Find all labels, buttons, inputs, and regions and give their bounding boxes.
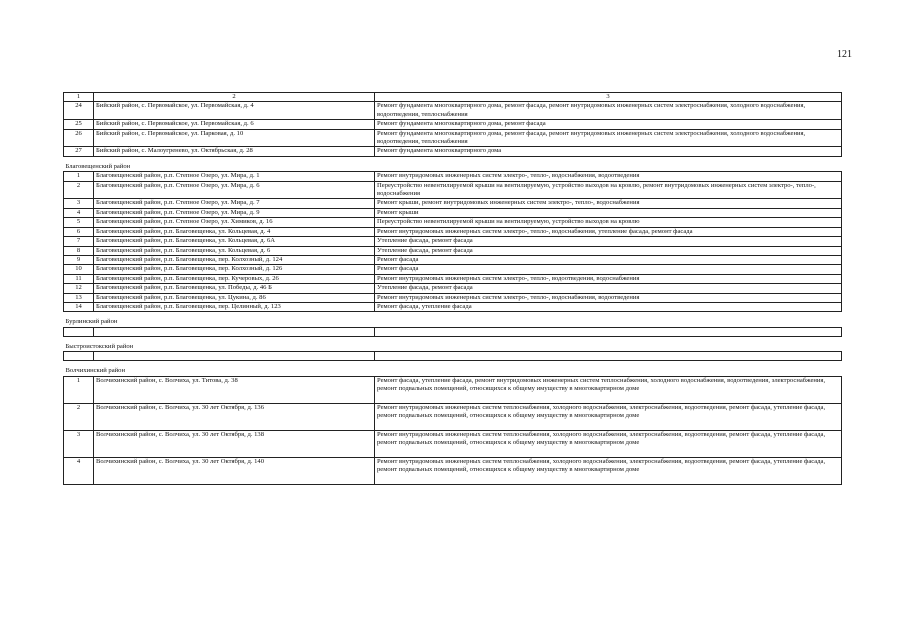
row-number: 26 xyxy=(64,129,94,147)
empty-cell-address xyxy=(94,327,375,336)
row-number: 27 xyxy=(64,147,94,156)
empty-cell-number xyxy=(64,327,94,336)
table-row xyxy=(64,227,842,236)
row-works: Ремонт внутридомовых инженерных систем теплоснабжения, холодного водоснабжения, электроснабжения, водоотведения, ремонт фасада, утепление фасада, ремонт подвальных помещений, относящихся к общему имуществу в многоквартирном доме xyxy=(375,457,842,484)
row-number: 9 xyxy=(64,255,94,264)
table-row xyxy=(64,199,842,208)
table-row xyxy=(64,237,842,246)
row-address: Благовещенский район, р.п. Благовещенка, ул. Кольцевая, д. 4 xyxy=(94,227,375,236)
section-header-row xyxy=(64,156,842,171)
column-header-number: 1 xyxy=(64,93,94,102)
row-number: 8 xyxy=(64,246,94,255)
row-address: Благовещенский район, р.п. Благовещенка, ул. Победы, д. 46 Б xyxy=(94,284,375,293)
row-number: 12 xyxy=(64,284,94,293)
row-works: Ремонт внутридомовых инженерных систем электро-, тепло-, водоснабжения, водоотведения xyxy=(375,172,842,181)
row-number: 6 xyxy=(64,227,94,236)
table-row xyxy=(64,265,842,274)
table-row xyxy=(64,457,842,484)
section-title: Волчихинский район xyxy=(64,361,842,376)
section-title: Быстроистокский район xyxy=(64,336,842,351)
row-works: Утепление фасада, ремонт фасада xyxy=(375,284,842,293)
row-works: Ремонт крыши xyxy=(375,208,842,217)
section-header-row xyxy=(64,312,842,327)
empty-cell-works xyxy=(375,327,842,336)
table-row xyxy=(64,293,842,302)
register-table-body xyxy=(64,93,842,485)
table-row xyxy=(64,274,842,283)
row-works: Ремонт фасада, утепление фасада xyxy=(375,302,842,311)
row-works: Ремонт фундамента многоквартирного дома, ремонт фасада, ремонт внутридомовых инженерных систем электроснабжения, холодного водоснабжения, водоотведения, теплоснабжения xyxy=(375,129,842,147)
row-address: Бийский район, с. Первомайское, ул. Первомайская, д. 6 xyxy=(94,120,375,129)
row-works: Ремонт фасада xyxy=(375,255,842,264)
row-number: 4 xyxy=(64,208,94,217)
table-row xyxy=(64,376,842,403)
table-row xyxy=(64,403,842,430)
row-number: 2 xyxy=(64,181,94,199)
empty-row xyxy=(64,352,842,361)
row-address: Волчихинский район, с. Волчиха, ул. 30 лет Октября, д. 138 xyxy=(94,430,375,457)
row-address: Благовещенский район, р.п. Благовещенка, ул. Кольцевая, д. 6А xyxy=(94,237,375,246)
row-works: Переустройство невентилируемой крыши на вентилируемую, устройство выходов на кровлю, ремонт внутридомовых инженерных систем электро-, тепло-, водоснабжения xyxy=(375,181,842,199)
table-row xyxy=(64,102,842,120)
row-works: Ремонт внутридомовых инженерных систем теплоснабжения, холодного водоснабжения, электроснабжения, водоотведения, ремонт фасада, утепление фасада, ремонт подвальных помещений, относящихся к общему имуществу в многоквартирном доме xyxy=(375,430,842,457)
row-address: Благовещенский район, р.п. Благовещенка, ул. Цукина, д. 86 xyxy=(94,293,375,302)
row-works: Ремонт фасада xyxy=(375,265,842,274)
section-title: Бурлинский район xyxy=(64,312,842,327)
section-title: Благовещенский район xyxy=(64,156,842,171)
table-row xyxy=(64,218,842,227)
row-works: Утепление фасада, ремонт фасада xyxy=(375,237,842,246)
row-number: 5 xyxy=(64,218,94,227)
section-header-row xyxy=(64,336,842,351)
row-number: 3 xyxy=(64,199,94,208)
empty-row xyxy=(64,327,842,336)
table-row xyxy=(64,120,842,129)
row-works: Ремонт фундамента многоквартирного дома xyxy=(375,147,842,156)
row-address: Благовещенский район, р.п. Благовещенка, ул. Кольцевая, д. 6 xyxy=(94,246,375,255)
column-header-address: 2 xyxy=(94,93,375,102)
row-works: Ремонт фундамента многоквартирного дома, ремонт фасада xyxy=(375,120,842,129)
row-number: 13 xyxy=(64,293,94,302)
row-address: Бийский район, с. Малоугренево, ул. Октябрьская, д. 28 xyxy=(94,147,375,156)
row-works: Ремонт внутридомовых инженерных систем электро-, тепло-, водоотведения, водоснабжения xyxy=(375,274,842,283)
row-address: Волчихинский район, с. Волчиха, ул. 30 лет Октября, д. 140 xyxy=(94,457,375,484)
row-address: Благовещенский район, р.п. Благовещенка, пер. Целинный, д. 123 xyxy=(94,302,375,311)
row-works: Ремонт внутридомовых инженерных систем электро-, тепло-, водоснабжения, утепление фасада, ремонт фасада xyxy=(375,227,842,236)
row-works: Переустройство невентилируемой крыши на вентилируемую, устройство выходов на кровлю xyxy=(375,218,842,227)
table-row xyxy=(64,302,842,311)
row-address: Благовещенский район, р.п. Благовещенка, пер. Кучеровых, д. 26 xyxy=(94,274,375,283)
table-row xyxy=(64,208,842,217)
row-number: 1 xyxy=(64,172,94,181)
table-row xyxy=(64,172,842,181)
row-address: Благовещенский район, р.п. Благовещенка, пер. Колхозный, д. 126 xyxy=(94,265,375,274)
empty-cell-works xyxy=(375,352,842,361)
table-row xyxy=(64,129,842,147)
row-number: 4 xyxy=(64,457,94,484)
row-address: Благовещенский район, р.п. Степное Озеро, ул. Мира, д. 9 xyxy=(94,208,375,217)
row-number: 7 xyxy=(64,237,94,246)
table-row xyxy=(64,430,842,457)
empty-cell-address xyxy=(94,352,375,361)
row-address: Благовещенский район, р.п. Степное Озеро, ул. Химиков, д. 16 xyxy=(94,218,375,227)
table-row xyxy=(64,246,842,255)
row-address: Благовещенский район, р.п. Степное Озеро, ул. Мира, д. 7 xyxy=(94,199,375,208)
row-works: Ремонт фасада, утепление фасада, ремонт внутридомовых инженерных систем теплоснабжения, холодного водоснабжения, водоотведения, электроснабжения, ремонт подвальных помещений, относящихся к общему имуществу в многоквартирном доме xyxy=(375,376,842,403)
row-number: 14 xyxy=(64,302,94,311)
row-number: 2 xyxy=(64,403,94,430)
row-works: Ремонт внутридомовых инженерных систем электро-, тепло-, водоснабжения, водоотведения xyxy=(375,293,842,302)
row-works: Ремонт фундамента многоквартирного дома, ремонт фасада, ремонт внутридомовых инженерных систем электроснабжения, холодного водоснабжения, водоотведения, теплоснабжения xyxy=(375,102,842,120)
column-header-works: 3 xyxy=(375,93,842,102)
row-works: Ремонт внутридомовых инженерных систем теплоснабжения, холодного водоснабжения, электроснабжения, водоотведения, ремонт фасада, утепление фасада, ремонт подвальных помещений, относящихся к общему имуществу в многоквартирном доме xyxy=(375,403,842,430)
row-number: 3 xyxy=(64,430,94,457)
table-row xyxy=(64,255,842,264)
row-works: Утепление фасада, ремонт фасада xyxy=(375,246,842,255)
row-number: 11 xyxy=(64,274,94,283)
row-address: Благовещенский район, р.п. Степное Озеро, ул. Мира, д. 6 xyxy=(94,181,375,199)
row-number: 10 xyxy=(64,265,94,274)
row-number: 1 xyxy=(64,376,94,403)
row-number: 24 xyxy=(64,102,94,120)
section-header-row xyxy=(64,361,842,376)
row-address: Бийский район, с. Первомайское, ул. Парковая, д. 10 xyxy=(94,129,375,147)
row-address: Волчихинский район, с. Волчиха, ул. Титова, д. 38 xyxy=(94,376,375,403)
table-header-row xyxy=(64,93,842,102)
table-row xyxy=(64,284,842,293)
row-address: Бийский район, с. Первомайское, ул. Первомайская, д. 4 xyxy=(94,102,375,120)
row-address: Благовещенский район, р.п. Благовещенка, пер. Колхозный, д. 124 xyxy=(94,255,375,264)
table-row xyxy=(64,181,842,199)
row-address: Волчихинский район, с. Волчиха, ул. 30 лет Октября, д. 136 xyxy=(94,403,375,430)
empty-cell-number xyxy=(64,352,94,361)
register-table xyxy=(63,92,842,485)
row-works: Ремонт крыши, ремонт внутридомовых инженерных систем электро-, тепло-, водоснабжения xyxy=(375,199,842,208)
page-number: 121 xyxy=(837,49,852,60)
row-number: 25 xyxy=(64,120,94,129)
table-row xyxy=(64,147,842,156)
row-address: Благовещенский район, р.п. Степное Озеро, ул. Мира, д. 1 xyxy=(94,172,375,181)
